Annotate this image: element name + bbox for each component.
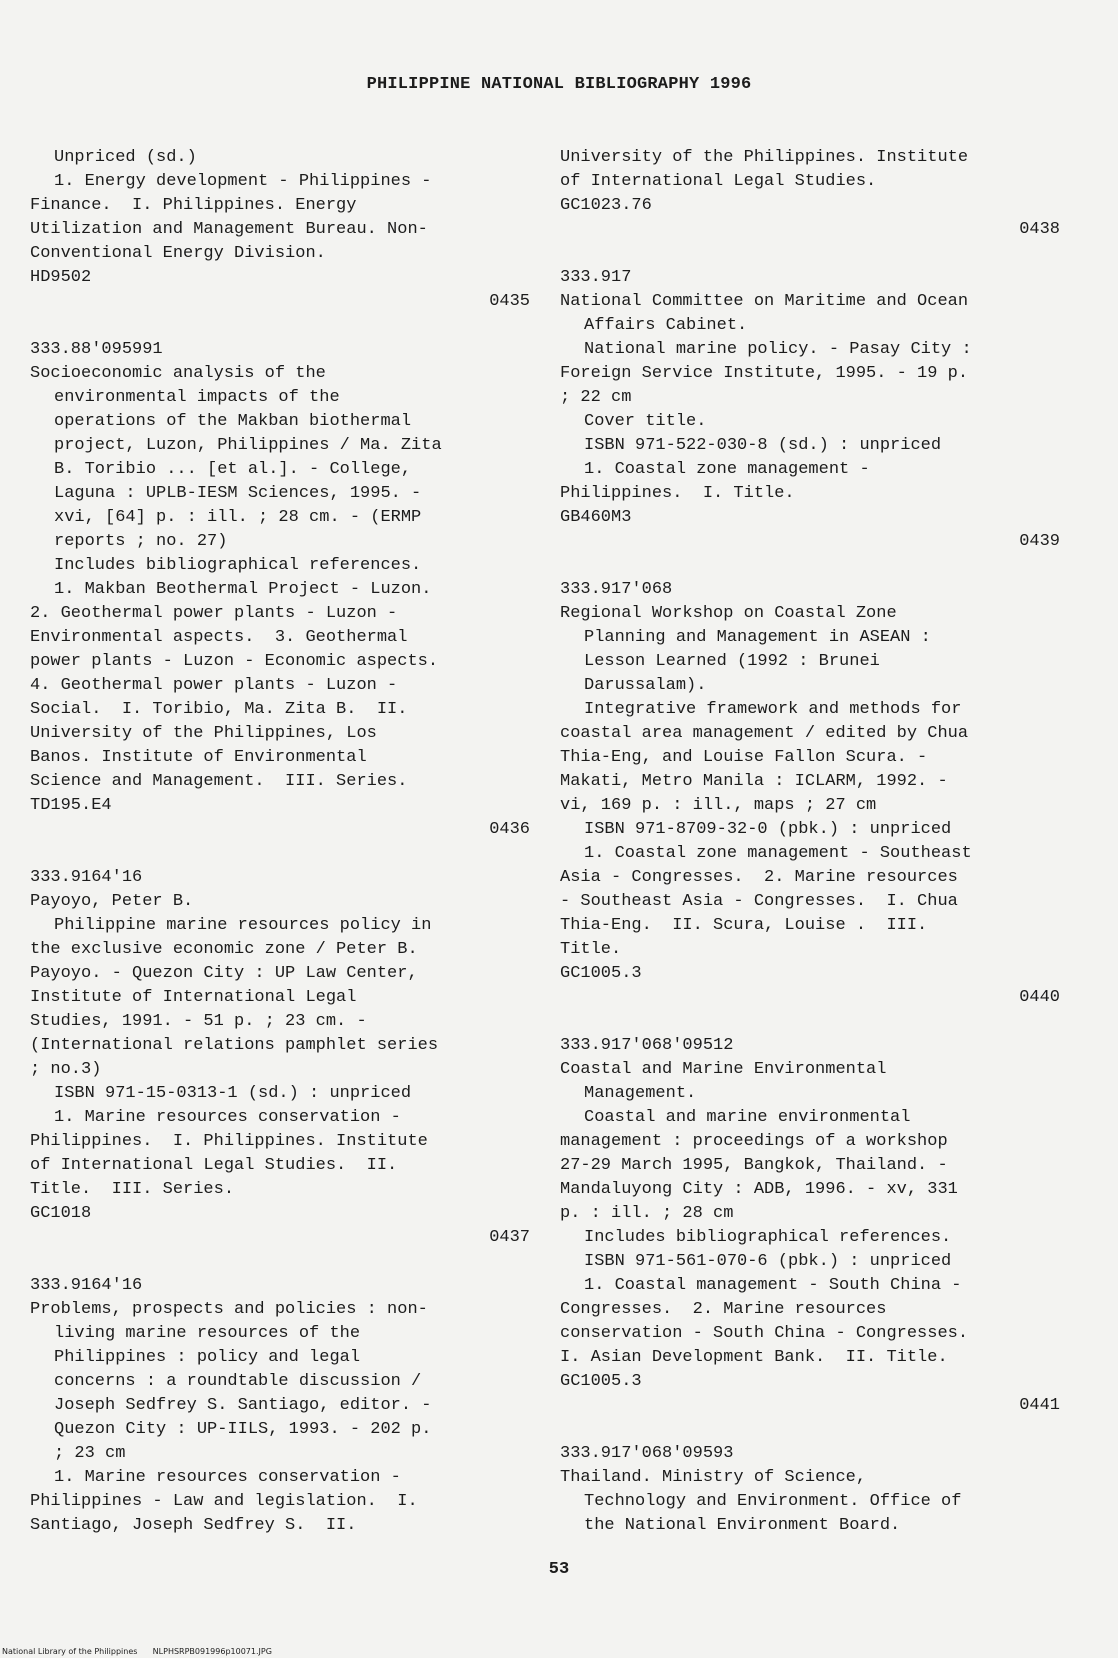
- entry-spacer: [30, 842, 530, 866]
- entry-spacer: [560, 1010, 1060, 1034]
- entry-line: coastal area management / edited by Chua: [560, 724, 969, 743]
- entry-line: Conventional Energy Division.: [30, 244, 326, 263]
- entry-line: Affairs Cabinet.: [584, 316, 748, 335]
- entry-line: Title.: [560, 940, 622, 959]
- entry-line: management : proceedings of a workshop: [560, 1132, 948, 1151]
- entry-line: ; 22 cm: [560, 388, 632, 407]
- entry-line: Makati, Metro Manila : ICLARM, 1992. -: [560, 772, 948, 791]
- entry-line: Regional Workshop on Coastal Zone: [560, 604, 897, 623]
- entry-number: 0435: [489, 292, 530, 311]
- entry-line: Unpriced (sd.): [54, 148, 197, 167]
- entry-line: B. Toribio ... [et al.]. - College,: [54, 460, 412, 479]
- entry-line: 1. Marine resources conservation -: [54, 1468, 401, 1487]
- entry-line: xvi, [64] p. : ill. ; 28 cm. - (ERMP: [54, 508, 422, 527]
- entry-line: Lesson Learned (1992 : Brunei: [584, 652, 880, 671]
- entry-line: 333.917'068: [560, 580, 673, 599]
- entry-spacer: [30, 314, 530, 338]
- entry-line: Philippines. I. Philippines. Institute: [30, 1132, 428, 1151]
- entry-line: GC1005.3: [560, 1372, 642, 1391]
- entry-line: 1. Energy development - Philippines -: [54, 172, 432, 191]
- entry-number: 0438: [1019, 220, 1060, 239]
- entry-spacer: [30, 1250, 530, 1274]
- entry-line: ISBN 971-561-070-6 (pbk.) : unpriced: [584, 1252, 952, 1271]
- entry-line: Title. III. Series.: [30, 1180, 235, 1199]
- entry-line: GC1018: [30, 1204, 92, 1223]
- entry-line: GB460M3: [560, 508, 632, 527]
- entry-line: environmental impacts of the: [54, 388, 340, 407]
- entry-line: Includes bibliographical references.: [54, 556, 422, 575]
- entry-line: operations of the Makban biothermal: [54, 412, 412, 431]
- entry-line: TD195.E4: [30, 796, 112, 815]
- entry-spacer: [560, 554, 1060, 578]
- entry-line: National Committee on Maritime and Ocean: [560, 292, 969, 311]
- entry-line: Joseph Sedfrey S. Santiago, editor. -: [54, 1396, 432, 1415]
- entry-line: concerns : a roundtable discussion /: [54, 1372, 422, 1391]
- entry-line: 1. Coastal zone management - Southeast: [584, 844, 972, 863]
- entry-line: Technology and Environment. Office of: [584, 1492, 962, 1511]
- entry-line: ISBN 971-15-0313-1 (sd.) : unpriced: [54, 1084, 412, 1103]
- entry-line: Coastal and Marine Environmental: [560, 1060, 887, 1079]
- entry-line: 333.9164'16: [30, 1276, 143, 1295]
- entry-line: Problems, prospects and policies : non-: [30, 1300, 428, 1319]
- entry-line: 2. Geothermal power plants - Luzon -: [30, 604, 398, 623]
- entry-line: Coastal and marine environmental: [584, 1108, 911, 1127]
- entry-line: 333.917: [560, 268, 632, 287]
- entry-line: GC1005.3: [560, 964, 642, 983]
- entry-line: the exclusive economic zone / Peter B.: [30, 940, 418, 959]
- entry-line: the National Environment Board.: [584, 1516, 901, 1535]
- entry-line: Science and Management. III. Series.: [30, 772, 408, 791]
- entry-spacer: [560, 242, 1060, 266]
- entry-line: 333.917'068'09593: [560, 1444, 734, 1463]
- entry-line: University of the Philippines, Los: [30, 724, 377, 743]
- entry-line: of International Legal Studies.: [560, 172, 877, 191]
- entry-line: 1. Coastal management - South China -: [584, 1276, 962, 1295]
- entry-line: Social. I. Toribio, Ma. Zita B. II.: [30, 700, 408, 719]
- entry-line: (International relations pamphlet series: [30, 1036, 439, 1055]
- entry-line: power plants - Luzon - Economic aspects.: [30, 652, 439, 671]
- entry-line: National marine policy. - Pasay City :: [584, 340, 972, 359]
- page-number: 53: [548, 1560, 570, 1579]
- entry-line: GC1023.76: [560, 196, 652, 215]
- entry-line: Mandaluyong City : ADB, 1996. - xv, 331: [560, 1180, 958, 1199]
- entry-line: ISBN 971-522-030-8 (sd.) : unpriced: [584, 436, 942, 455]
- entry-line: - Southeast Asia - Congresses. I. Chua: [560, 892, 958, 911]
- left-column: [30, 146, 530, 1538]
- page-title: PHILIPPINE NATIONAL BIBLIOGRAPHY 1996: [366, 75, 752, 94]
- scan-footer: National Library of the Philippines NLPHSRPB091996p10071.JPG: [2, 1647, 272, 1656]
- entry-line: Integrative framework and methods for: [584, 700, 962, 719]
- entry-line: Philippines. I. Title.: [560, 484, 795, 503]
- entry-line: Institute of International Legal: [30, 988, 357, 1007]
- entry-line: reports ; no. 27): [54, 532, 228, 551]
- entry-line: conservation - South China - Congresses.: [560, 1324, 969, 1343]
- entry-line: living marine resources of the: [54, 1324, 361, 1343]
- entry-line: 333.9164'16: [30, 868, 143, 887]
- entry-line: of International Legal Studies. II.: [30, 1156, 398, 1175]
- entry-line: Philippine marine resources policy in: [54, 916, 432, 935]
- entry-line: p. : ill. ; 28 cm: [560, 1204, 734, 1223]
- entry-number: 0436: [489, 820, 530, 839]
- entry-number: 0437: [489, 1228, 530, 1247]
- entry-line: Thailand. Ministry of Science,: [560, 1468, 867, 1487]
- entry-line: HD9502: [30, 268, 92, 287]
- entry-line: Environmental aspects. 3. Geothermal: [30, 628, 408, 647]
- entry-line: Foreign Service Institute, 1995. - 19 p.: [560, 364, 969, 383]
- entry-line: ; no.3): [30, 1060, 102, 1079]
- entry-line: Asia - Congresses. 2. Marine resources: [560, 868, 958, 887]
- entry-number: 0440: [1019, 988, 1060, 1007]
- entry-line: 1. Coastal zone management -: [584, 460, 870, 479]
- entry-line: Santiago, Joseph Sedfrey S. II.: [30, 1516, 357, 1535]
- entry-number: 0441: [1019, 1396, 1060, 1415]
- entry-line: Payoyo, Peter B.: [30, 892, 194, 911]
- entry-line: Includes bibliographical references.: [584, 1228, 952, 1247]
- entry-line: Socioeconomic analysis of the: [30, 364, 326, 383]
- entry-line: Studies, 1991. - 51 p. ; 23 cm. -: [30, 1012, 367, 1031]
- entry-line: Quezon City : UP-IILS, 1993. - 202 p.: [54, 1420, 432, 1439]
- entry-number: 0439: [1019, 532, 1060, 551]
- entry-line: Philippines : policy and legal: [54, 1348, 361, 1367]
- entry-line: 4. Geothermal power plants - Luzon -: [30, 676, 398, 695]
- entry-line: Finance. I. Philippines. Energy: [30, 196, 357, 215]
- entry-line: Congresses. 2. Marine resources: [560, 1300, 887, 1319]
- entry-line: vi, 169 p. : ill., maps ; 27 cm: [560, 796, 877, 815]
- entry-line: Planning and Management in ASEAN :: [584, 628, 931, 647]
- entry-line: 1. Marine resources conservation -: [54, 1108, 401, 1127]
- entry-line: Cover title.: [584, 412, 707, 431]
- entry-line: 27-29 March 1995, Bangkok, Thailand. -: [560, 1156, 948, 1175]
- entry-line: Darussalam).: [584, 676, 707, 695]
- entry-line: Banos. Institute of Environmental: [30, 748, 367, 767]
- entry-line: 1. Makban Beothermal Project - Luzon.: [54, 580, 432, 599]
- entry-line: Management.: [584, 1084, 697, 1103]
- entry-line: ; 23 cm: [54, 1444, 126, 1463]
- entry-line: Thia-Eng, and Louise Fallon Scura. -: [560, 748, 928, 767]
- entry-line: 333.917'068'09512: [560, 1036, 734, 1055]
- entry-line: project, Luzon, Philippines / Ma. Zita: [54, 436, 442, 455]
- entry-line: Utilization and Management Bureau. Non-: [30, 220, 428, 239]
- entry-line: ISBN 971-8709-32-0 (pbk.) : unpriced: [584, 820, 952, 839]
- entry-line: Laguna : UPLB-IESM Sciences, 1995. -: [54, 484, 422, 503]
- entry-line: Philippines - Law and legislation. I.: [30, 1492, 418, 1511]
- right-column: [560, 146, 1060, 1538]
- entry-line: University of the Philippines. Institute: [560, 148, 969, 167]
- entry-line: I. Asian Development Bank. II. Title.: [560, 1348, 948, 1367]
- entry-line: Payoyo. - Quezon City : UP Law Center,: [30, 964, 418, 983]
- entry-line: Thia-Eng. II. Scura, Louise . III.: [560, 916, 928, 935]
- entry-line: 333.88'095991: [30, 340, 163, 359]
- entry-spacer: [560, 1418, 1060, 1442]
